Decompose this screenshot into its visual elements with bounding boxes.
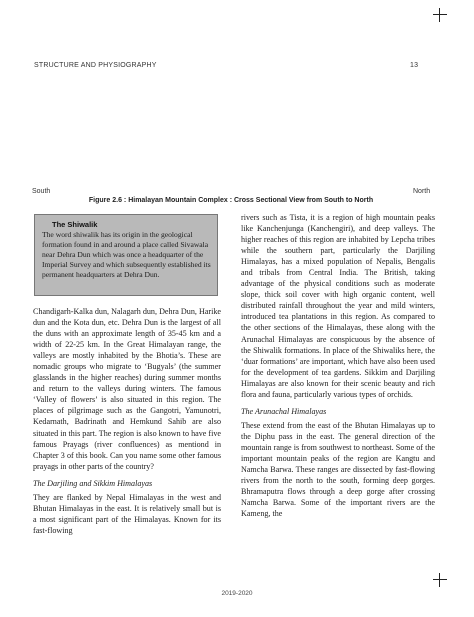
right-column xyxy=(241,212,435,519)
running-title: STRUCTURE AND PHYSIOGRAPHY xyxy=(34,62,157,69)
crop-mark-bottom-right xyxy=(433,573,447,587)
left-paragraph-2: They are flanked by Nepal Himalayas in the west and Bhutan Himalayas in the east. It is relatively small but is a most significant part of the Himalayas. Known for its fast-flowing xyxy=(33,492,221,535)
right-paragraph-1: rivers such as Tista, it is a region of high mountain peaks like Kanchenjunga (Kanchengiri), and deep valleys. The higher reaches of this region are inhabited by Lepcha tribes while the southern part, particularly the Darjiling Himalayas, has a mixed population of Nepalis, Bengalis and tribals from Central India. The British, taking advantage of the physical conditions such as moderate slope, thick soil cover with high organic content, well distributed rainfall throughout the year and mild winters, introduced tea plantations in this region. As compared to the other sections of the Himalayas, these along with the Arunachal Himalayas are conspicuous by the absence of the Shiwalik formations. In place of the Shiwaliks here, the ‘duar formations’ are important, which have also been used for the development of tea gardens. Sikkim and Darjiling Himalayas are also known for their scenic beauty and rich flora and fauna, particularly various types of orchids. xyxy=(241,213,435,399)
footer-year: 2019-2020 xyxy=(221,590,253,597)
right-subheading: The Arunachal Himalayas xyxy=(241,406,327,416)
figure-direction-south: South xyxy=(32,188,51,195)
crop-mark-top-right xyxy=(433,8,447,22)
right-paragraph-2: These extend from the east of the Bhutan Himalayas up to the Diphu pass in the east. The general direction of the mountain range is from southwest to northeast. Some of the important mountain peaks of the region are Kangtu and Namcha Barwa. These ranges are dissected by fast-flowing rivers from the north to the south, forming deep gorges. Bhramaputra flows through a deep gorge after crossing Namcha Barwa. Some of the important rivers are the Kameng, the xyxy=(241,420,435,519)
figure-direction-north: North xyxy=(413,188,431,195)
left-subheading: The Darjiling and Sikkim Himalayas xyxy=(33,478,153,488)
page-number: 13 xyxy=(410,62,419,69)
left-paragraph-1: Chandigarh-Kalka dun, Nalagarh dun, Dehra Dun, Harike dun and the Kota dun, etc. Dehra Dun is the largest of all the duns with an approximate length of 35-45 km and a width of 22-25 km. In the Great Himalayan range, the valleys are mostly inhabited by the Bhotia’s. These are nomadic groups who migrate to ‘Bugyals’ (the summer glasslands in the higher reaches) during summer months and return to the valleys during winters. The famous ‘Valley of flowers’ is also situated in this region. The places of pilgrimage such as the Gangotri, Yamunotri, Kedarnath, Badrinath and Hemkund Sahib are also situated in this part. The region is also known to have five famous Prayags (river confluences) as mentiond in Chapter 3 of this book. Can you name some other famous prayags in other parts of the country? xyxy=(33,307,221,471)
info-box-title: The Shiwalik xyxy=(52,220,98,229)
shiwalik-info-box xyxy=(34,214,218,296)
figure-caption: Figure 2.6 : Himalayan Mountain Complex : Cross Sectional View from South to North xyxy=(88,197,374,204)
info-box-body: The word shiwalik has its origin in the geological formation found in and around a place called Sivawala near Dehra Dun which was once a headquarter of the Imperial Survey and which subsequently established its permanent headquarters at Dehra Dun. xyxy=(42,230,211,279)
left-column xyxy=(33,306,221,536)
